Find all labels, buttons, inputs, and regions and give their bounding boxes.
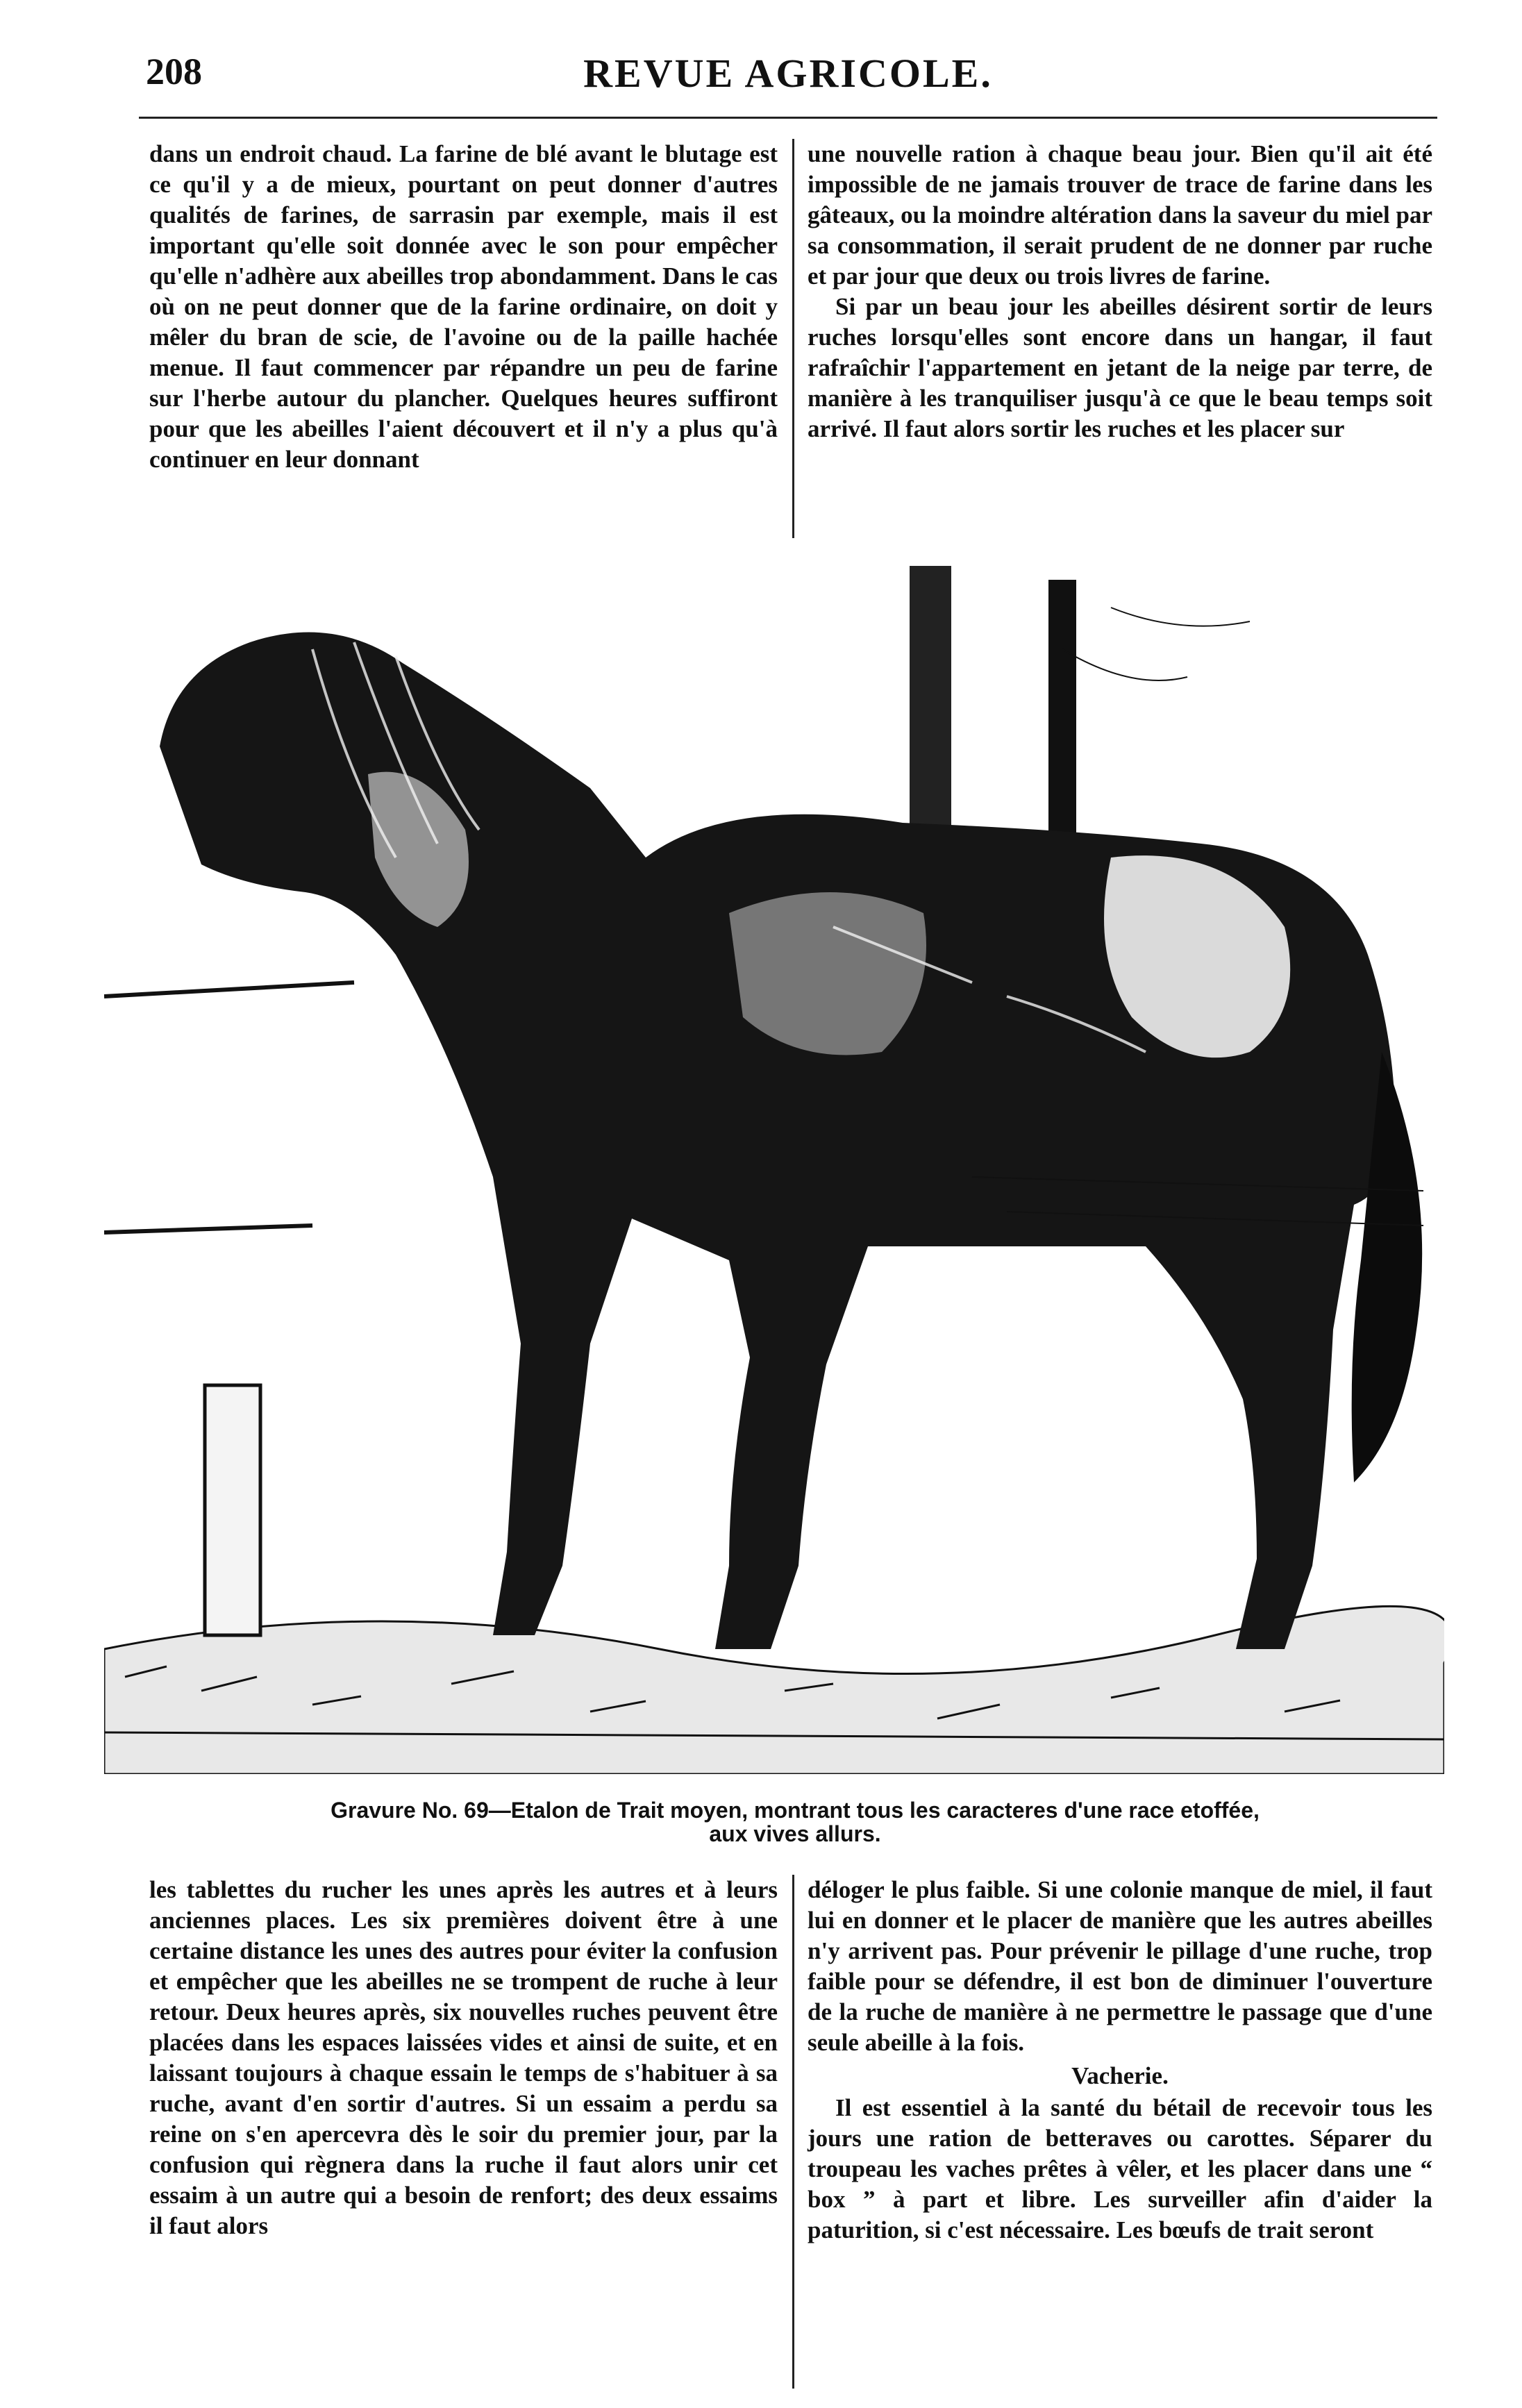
paragraph: une nouvelle ration à chaque beau jour. Bien qu'il ait été impossible de ne jamais trouver de trace de farine dans les gâteaux, ou la moindre altération dans la saveur du miel par sa consommation, il serait prudent de ne donner par ruche et par jour que deux ou trois livres de farine. [808,140,1433,290]
paragraph: déloger le plus faible. Si une colonie manque de miel, il faut lui en donner et le placer de manière que les autres abeilles n'y arrivent pas. Pour prévenir le pillage d'une ruche, trop faible pour se défendre, il est bon de diminuer l'ouverture de la ruche de manière à ne permettre le passage que d'une seule abeille à la fois. [808,1876,1432,2056]
caption-line: aux vives allurs. [709,1821,881,1846]
stallion-engraving [104,566,1444,1774]
bottom-right-column [808,1875,1432,2389]
header-rule [139,117,1437,119]
column-rule [792,139,794,538]
paragraph: les tablettes du rucher les unes après les autres et à leurs anciennes places. Les six premières doivent être à une certaine distance les unes des autres pour éviter la confusion et empêcher que les abeilles ne se trompent de ruche à leur retour. Deux heures après, six nouvelles ruches peuvent être placées dans les espaces laissées vides et ainsi de suite, et en laissant toujours à chaque essain le temps de s'habituer à sa ruche, avant d'en sortir d'autres. Si un essaim a perdu sa reine on s'en apercevra dès le soir du premier jour, par la confusion qui règnera dans la ruche il faut alors unir cet essaim à un autre qui a besoin de renfort; des deux essaims il faut alors [149,1876,778,2239]
paragraph: Si par un beau jour les abeilles désirent sortir de leurs ruches lorsqu'elles sont encore dans un hangar, il faut rafraîchir l'appartement en jetant de la neige par terre, de manière à les tranquiliser jusqu'à ce que le beau temps soit arrivé. Il faut alors sortir les ruches et les placer sur [808,293,1432,442]
page-header [139,43,1437,99]
paragraph: dans un endroit chaud. La farine de blé avant le blutage est ce qu'il y a de mieux, pourtant on peut donner d'autres qualités de farines, de sarrasin par exemple, mais il est important qu'elle soit donnée avec le son pour empêcher qu'elle n'adhère aux abeilles trop abondamment. Dans le cas où on ne peut donner que de la farine ordinaire, on doit y mêler du bran de scie, de l'avoine ou de la paille hachée menue. Il faut commencer par répandre un peu de farine sur l'herbe autour du plancher. Quelques heures suffiront pour que les abeilles l'aient découvert et il n'y a plus qu'à continuer en leur donnant [149,140,778,473]
top-right-column [808,139,1432,542]
paragraph: Il est essentiel à la santé du bétail de recevoir tous les jours une ration de betteraves ou carottes. Séparer du troupeau les vaches prêtes à vêler, et les placer dans une “ box ” à part et libre. Les surveiller afin d'aider la paturition, si c'est nécessaire. Les bœufs de trait seront [808,2094,1432,2243]
figure-caption [104,1798,1486,1846]
section-heading: Vacherie. [1071,2062,1169,2089]
column-rule [792,1875,794,2389]
top-left-column [149,139,778,542]
running-title: REVUE AGRICOLE. [583,51,993,96]
caption-line: Gravure No. 69—Etalon de Trait moyen, montrant tous les caracteres d'une race etoffée, [331,1798,1260,1823]
bottom-left-column [149,1875,778,2389]
page-number: 208 [146,51,202,92]
